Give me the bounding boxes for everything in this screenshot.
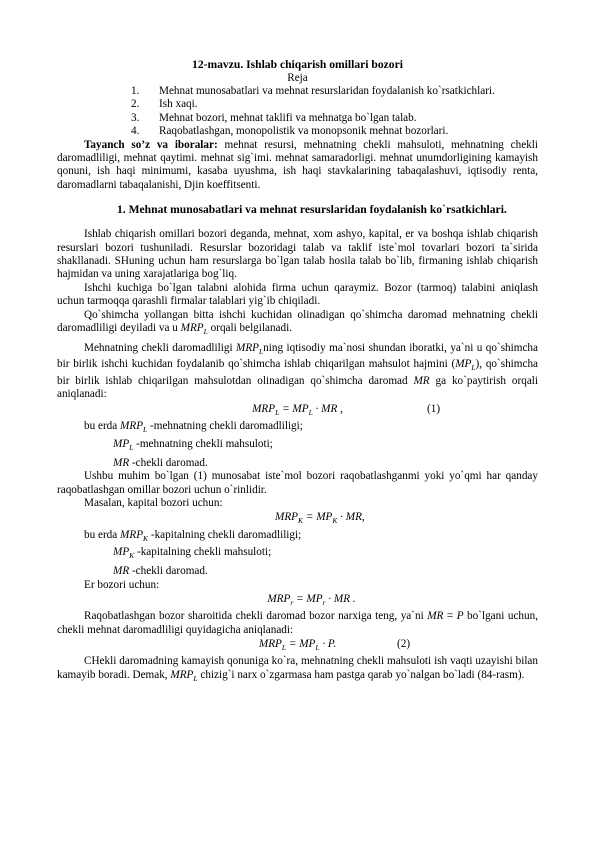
formula-2: $MRP_L = MP_L \cdot P$. (2) [258,638,411,653]
plan-item: 4. Raqobatlashgan, monopolistik va monopsonik mehnat bozorlari. [131,125,449,138]
plan-item: 3. Mehnat bozori, mehnat taklifi va mehnatga bo`lgan talab. [131,111,417,124]
paragraph: Mehnatning chekli daromadliligi $MRP_Lning$ iqtisodiy ma`nosi shundan iboratki, ya`ni u qo`shimcha bir birlik ishchi kuchidan foydalanib qo`shimcha ishlab chiqarilgan mahsulot hajmini $(MP_L)$, qo`shimcha bir birlik ishlab chiqarilgan mahsulotdan olinadigan qo`shimcha daromad MR ga ko`paytirish orqali aniqlanadi: [57,341,539,401]
paragraph: Raqobatlashgan bozor sharoitida chekli daromad bozor narxiga teng, ya`ni MR = P bo`lgani uchun, chekli mehnat daromadliligi quyidagicha aniqlanadi: [57,610,538,636]
document-page [57,58,538,685]
paragraph: Masalan, kapital bozori uchun: [84,496,223,509]
plan-item: 1. Mehnat munosabatlari va mehnat resurslaridan foydalanish ko`rsatkichlari. [131,85,495,97]
topic-title: 12-mavzu. Ishlab chiqarish omillari bozori [192,58,403,71]
formula-1: $MRP_L = MP_L$ · MR , (1) [252,402,441,418]
section-heading: 1. Mehnat munosabatlari va mehnat resurslaridan foydalanish ko`rsatkichlari. [117,203,507,217]
definition: $MP_K$ -kapitalning chekli mahsuloti; [113,546,272,561]
paragraph: Ushbu muhim bo`lgan (1) munosabat iste`mol bozori raqobatlashganmi yoki yo`qmi har qanday raqobatlashgan omillar bozori uchun o`rinlidir. [57,470,538,496]
paragraph: Qo`shimcha yollangan bitta ishchi kuchidan olinadigan qo`shimcha daromad mehnatning chekli daromadliligi deyiladi va u $MRP_L$ orqali belgilanadi. [57,308,538,337]
paragraph: Ishlab chiqarish omillari bozori deganda, mehnat, xom ashyo, kapital, er va boshqa ishlab chiqarish resurslari bozori tushuniladi. Resurslar bozoridagi talab va taklif iste`mol tovarlari bozori ta`sirida shakllanadi. SHuning uchun ham resurslarga bo`lgan talab hosila talab bo`lib, firmaning ishlab chiqarish hajmidan va uning xarajatlariga bog`liq. [57,228,538,281]
formula-capital: $MRP_K = MP_K$ · MR, [275,511,365,526]
equation-number: (1) [427,402,441,415]
plan-item: 2. Ish xaqi. [131,98,198,111]
paragraph: Ishchi kuchiga bo`lgan talabni alohida firma uchun qaraymiz. Bozor (tarmoq) talabini aniqlash uchun tarmoqqa qarashli firmalar talablari yig`ib chiqiladi. [57,281,538,308]
paragraph: Er bozori uchun: [84,578,160,591]
plan-list [57,85,538,139]
definition: MR -chekli daromad. [113,456,208,469]
keywords-label: Tayanch so’z va iboralar: [84,138,218,151]
plan-heading: Reja [287,72,308,84]
definition: bu erda $MRP_L$ -mehnatning chekli daromadliligi; [84,420,303,435]
definition: MR -chekli daromad. [113,565,208,578]
definition: $MP_L$ -mehnatning chekli mahsuloti; [113,437,273,452]
equation-number: (2) [397,638,411,651]
formula-land: $MRP_r = MP_r$ · MR . [267,593,356,608]
paragraph: CHekli daromadning kamayish qonuniga ko`ra, mehnatning chekli mahsuloti ish vaqti uzayishi bilan kamayib boradi. Demak, $MRP_L$ chizig`i narx o`zgarmasa ham pastga qarab yo`nalgan bo`ladi (84-rasm). [57,655,538,683]
keywords-paragraph: Tayanch so’z va iboralar: mehnat resursi, mehnatning chekli mahsuloti, mehnatning chekli daromadliligi, mehnat qaytimi. mehnat sig`imi. mehnat samaradorligi. mehnat unumdorligining kamayish qonuni, ish haqi minimumi, kasaba uyushma, ish haqi stavkalarining tabaqalashuvi, iqtisodiy renta, daromadlarni tabaqalanishi, Djin koeffitsenti. [57,138,538,191]
definition: bu erda $MRP_K$ -kapitalning chekli daromadliligi; [84,528,302,543]
